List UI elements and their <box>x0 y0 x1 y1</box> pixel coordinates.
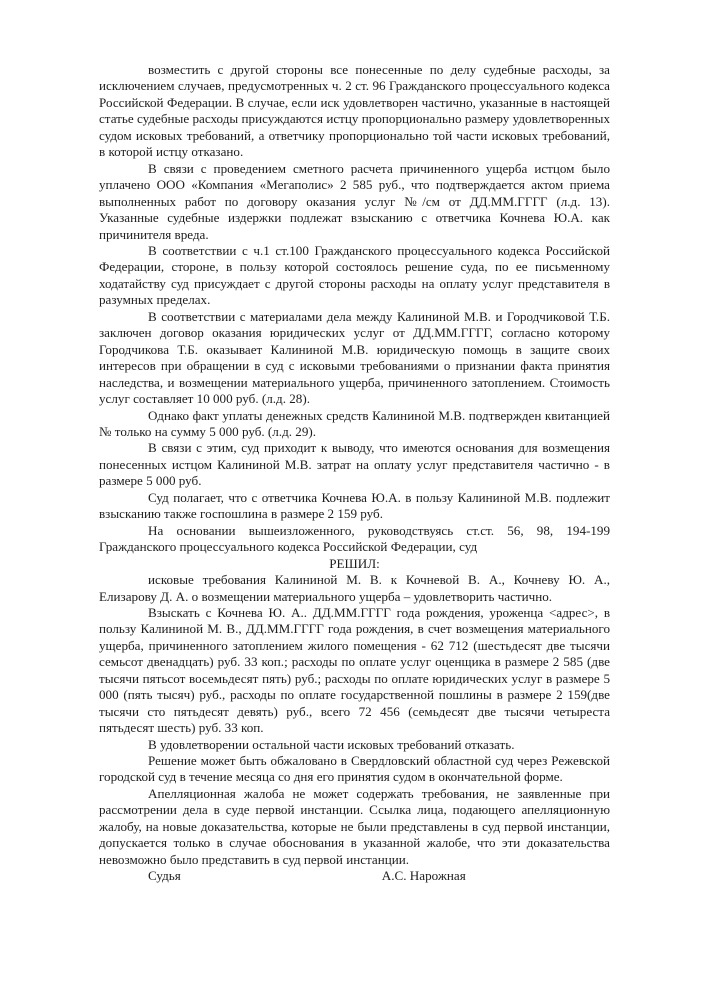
signature-block <box>99 868 610 884</box>
document-body <box>99 62 610 885</box>
ruling-appeal-limitations: Апелляционная жалоба не может содержать требования, не заявленные при рассмотрении дела в суде первой инстанции. Ссылка лица, подающего апелляционную жалобу, на новые доказательства, которые не были представлены в суд первой инстанции, допускается только в случае обоснования в указанной жалобе, что эти доказательства невозможно было представить в суд первой инстанции. <box>99 785 610 867</box>
judge-role-label: Судья <box>148 868 181 884</box>
ruling-claims-partially-satisfied: исковые требования Калининой М. В. к Кочневой В. А., Кочневу Ю. А., Елизарову Д. А. о возмещении материального ущерба – удовлетворить частично. <box>99 572 610 604</box>
ruling-remaining-claims-denied: В удовлетворении остальной части исковых требований отказать. <box>148 736 515 752</box>
judge-name: А.С. Нарожная <box>381 868 466 884</box>
paragraph-court-costs-exception: возместить с другой стороны все понесенные по делу судебные расходы, за исключением случаев, предусмотренных ч. 2 ст. 96 Гражданского процессуального кодекса Российской Федерации. В случае, если иск удовлетворен частично, указанные в настоящей статье судебные расходы присуждаются истцу пропорционально размеру удовлетворенных судом исковых требований, а ответчику пропорционально той части исковых требований, в которой истцу отказано. <box>99 62 610 160</box>
ruling-heading: РЕШИЛ: <box>329 555 380 571</box>
paragraph-appraisal-cost: В связи с проведением сметного расчета причиненного ущерба истцом было уплачено ООО «Компания «Мегаполис» 2 585 руб., что подтверждается актом приема выполненных работ по договору оказания услуг №/см от ДД.ММ.ГГГГ (л.д. 13). Указанные судебные издержки подлежат взысканию с ответчика Кочнева Ю.А. как причинителя вреда. <box>99 160 610 242</box>
paragraph-legal-services-contract: В соответствии с материалами дела между Калининой М.В. и Городчиковой Т.Б. заключен договор оказания юридических услуг от ДД.ММ.ГГГГ, согласно которому Городчикова Т.Б. оказывает Калининой М.В. юридическую помощь в защите своих интересов при обращении в суд с исковыми требованиями о признании факта принятия наследства, и возмещении материального ущерба, причиненного затоплением. Стоимость услуг составляет 10 000 руб. (л.д. 28). <box>99 308 610 407</box>
paragraph-state-duty: Суд полагает, что с ответчика Кочнева Ю.А. в пользу Калининой М.В. подлежит взысканию также госпошлина в размере 2 159 руб. <box>99 489 610 522</box>
paragraph-receipt-amount: Однако факт уплаты денежных средств Калининой М.В. подтвержден квитанцией № только на сумму 5 000 руб. (л.д. 29). <box>99 407 610 439</box>
ruling-appeal-procedure: Решение может быть обжаловано в Свердловский областной суд через Режевской городской суд в течение месяца со дня его принятия судом в окончательной форме. <box>99 753 610 785</box>
paragraph-representative-fees-law: В соответствии с ч.1 ст.100 Гражданского процессуального кодекса Российской Федерации, стороне, в пользу которой состоялось решение суда, по ее письменному ходатайству суд присуждает с другой стороны расходы на оплату услуг представителя в разумных пределах. <box>99 242 610 308</box>
paragraph-legal-basis-articles: На основании вышеизложенного, руководствуясь ст.ст. 56, 98, 194-199 Гражданского процессуального кодекса Российской Федерации, суд <box>99 522 610 555</box>
paragraph-partial-reimbursement: В связи с этим, суд приходит к выводу, что имеются основания для возмещения понесенных истцом Калининой М.В. затрат на оплату услуг представителя частично - в размере 5 000 руб. <box>99 440 610 489</box>
ruling-amounts-to-recover: Взыскать с Кочнева Ю. А.. ДД.ММ.ГГГГ года рождения, уроженца <адрес>, в пользу Калининой М. В., ДД.ММ.ГГГГ года рождения, в счет возмещения материального ущерба, причиненного затоплением жилого помещения - 62 712 (шестьдесят две тысячи семьсот двенадцать) руб. 33 коп.; расходы по оплате услуг оценщика в размере 2 585 (две тысячи пятьсот восемьдесят пять) руб.; расходы по оплате юридических услуг в размере 5 000 (пять тысяч) руб., расходы по оплате государственной пошлины в размере 2 159(две тысячи сто пятьдесят девять) руб., всего 72 456 (семьдесят две тысячи четыреста пятьдесят шесть) руб. 33 коп. <box>99 604 610 736</box>
